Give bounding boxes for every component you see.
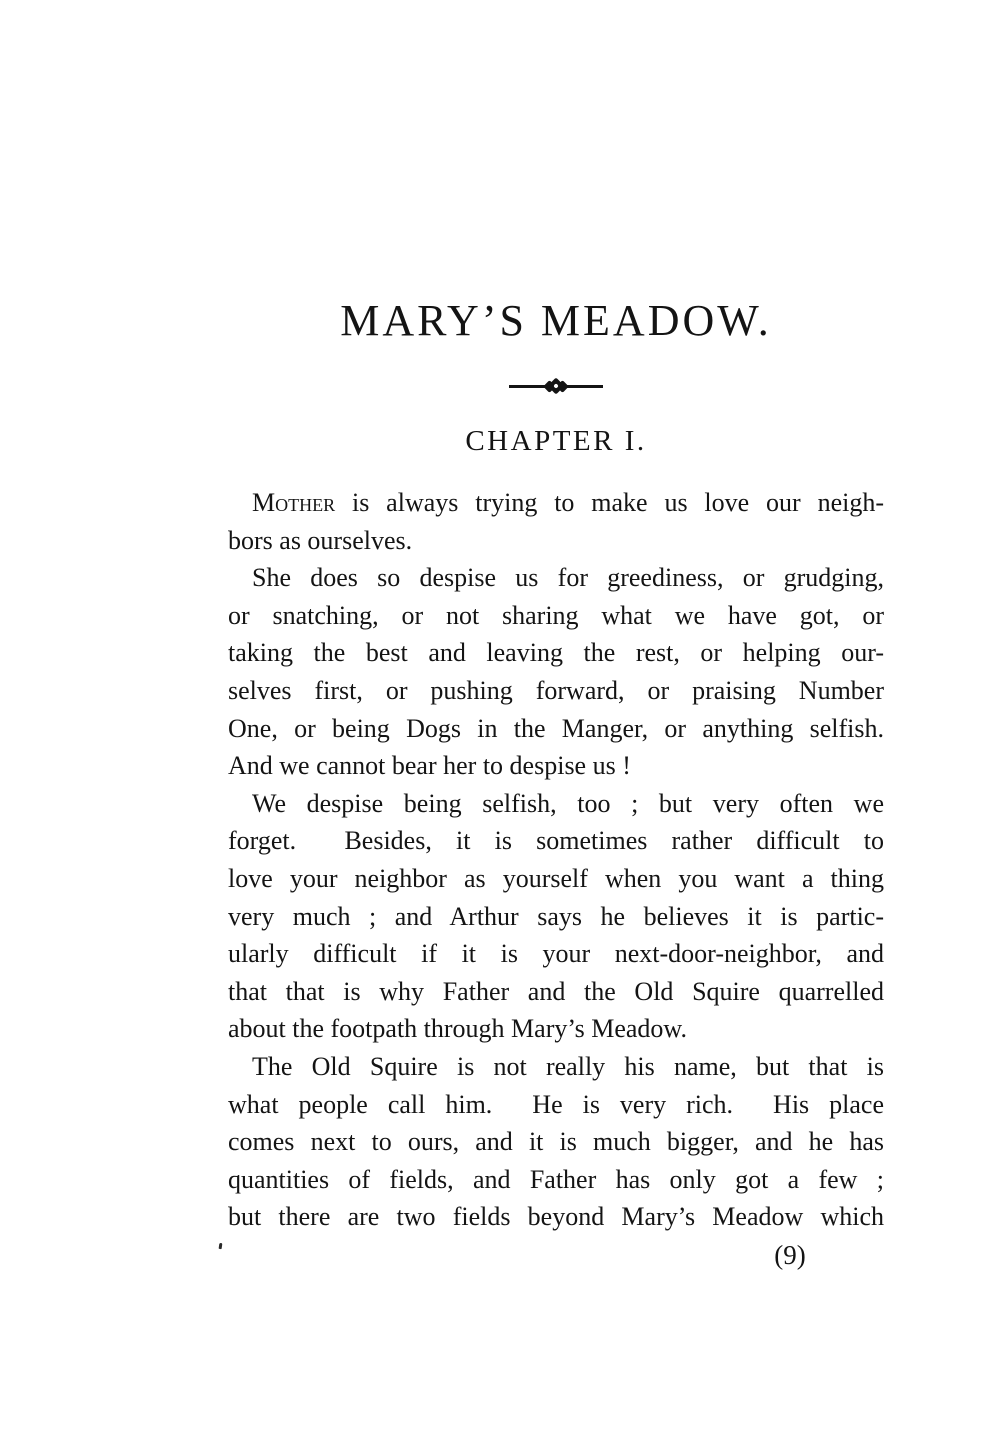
text-line-content: is always trying to make us love our neigh- — [335, 488, 884, 517]
text-line: quantities of fields, and Father has only got a few ; — [228, 1164, 884, 1194]
page-number: (9) — [774, 1240, 806, 1270]
text-line: One, or being Dogs in the Manger, or anything selfish. — [228, 713, 884, 743]
text-line: what people call him. He is very rich. His place — [228, 1089, 884, 1119]
divider-rule-right — [565, 385, 603, 388]
divider-rule-left — [509, 385, 547, 388]
ink-speck-artifact — [219, 1243, 223, 1249]
text-line: comes next to ours, and it is much bigger, and he has — [228, 1127, 884, 1157]
text-line: selves first, or pushing forward, or praising Number — [228, 675, 884, 705]
text-line: about the footpath through Mary’s Meadow. — [228, 1014, 687, 1044]
text-line: We despise being selfish, too ; but very often we — [252, 788, 884, 818]
text-line: She does so despise us for greediness, or grudging, — [252, 563, 884, 593]
text-line: ularly difficult if it is your next-door-neighbor, and — [228, 939, 884, 969]
text-line: taking the best and leaving the rest, or helping our- — [228, 638, 884, 668]
section-divider-ornament — [228, 378, 884, 394]
text-line: very much ; and Arthur says he believes it is partic- — [228, 901, 884, 931]
text-line: love your neighbor as yourself when you want a thing — [228, 863, 884, 893]
text-line: but there are two fields beyond Mary’s Meadow which — [228, 1202, 884, 1232]
chapter-heading: CHAPTER I. — [465, 425, 647, 457]
text-line: or snatching, or not sharing what we have got, or — [228, 600, 884, 630]
text-line — [228, 484, 884, 522]
text-line: forget. Besides, it is sometimes rather difficult to — [228, 826, 884, 856]
smallcaps-lead-word: Mother — [252, 488, 336, 517]
text-line: And we cannot bear her to despise us ! — [228, 751, 631, 781]
text-line: bors as ourselves. — [228, 525, 413, 555]
body-text — [228, 484, 884, 1236]
text-line: that that is why Father and the Old Squire quarrelled — [228, 976, 884, 1006]
text-line: The Old Squire is not really his name, but that is — [252, 1051, 884, 1081]
book-title: MARY’S MEADOW. — [340, 296, 772, 345]
